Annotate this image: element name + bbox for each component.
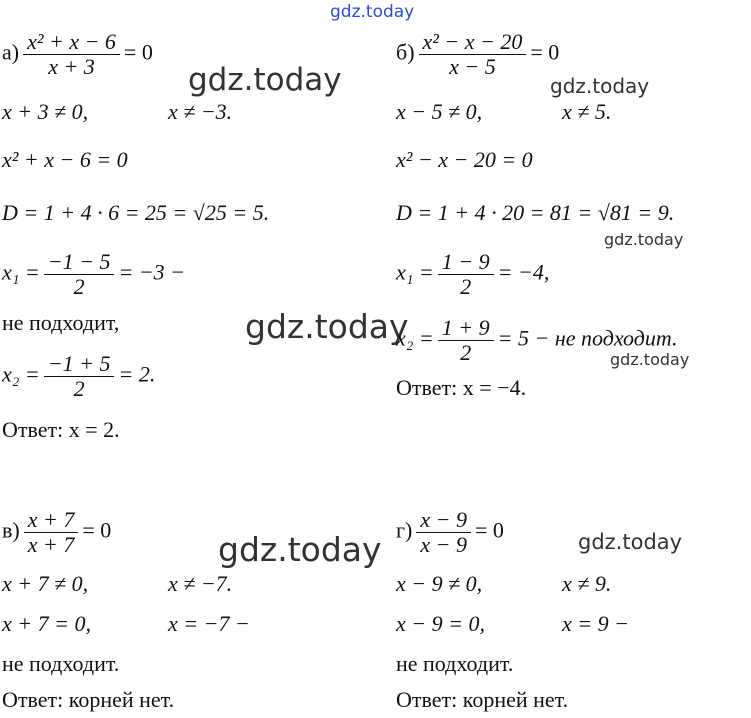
g-note-text: не подходит. [396, 651, 514, 676]
b-discriminant [396, 201, 674, 225]
g-rhs: = 0 [474, 517, 504, 543]
v-equation [2, 508, 111, 557]
a-answer [2, 418, 120, 442]
a-quadratic [2, 148, 128, 172]
a-x1-den: 2 [73, 274, 85, 299]
g-eq2 [396, 612, 485, 636]
v-fraction [24, 508, 79, 557]
a-x1-num: −1 − 5 [44, 250, 115, 275]
b-quadratic [396, 148, 533, 172]
g-cond-text: x − 9 ≠ 0, [396, 571, 483, 596]
v-note [2, 652, 119, 676]
b-cond2-text: x ≠ 5. [562, 99, 612, 124]
a-denominator: x + 3 [48, 54, 95, 79]
g-fraction [416, 508, 471, 557]
watermark-v: gdz.today [218, 530, 382, 569]
b-fraction [419, 30, 527, 79]
b-x2-num: 1 + 9 [438, 316, 494, 341]
g-eq2-text: x − 9 = 0, [396, 611, 485, 636]
g-eq2b-text: x = 9 − [562, 611, 629, 636]
b-x2 [396, 316, 678, 365]
v-eq2 [2, 612, 91, 636]
b-quad-text: x² − x − 20 = 0 [396, 147, 533, 172]
v-condition2 [168, 572, 232, 596]
a-answer-text: Ответ: x = 2. [2, 417, 120, 442]
v-condition [2, 572, 88, 596]
b-x1-num: 1 − 9 [438, 250, 494, 275]
a-rhs: = 0 [123, 39, 153, 65]
b-x1-den: 2 [460, 274, 472, 299]
v-eq2b [168, 612, 250, 636]
b-x1-lhs: x₁ = [396, 259, 434, 285]
b-answer [396, 376, 526, 400]
a-x2-lhs: x₂ = [2, 361, 40, 387]
a-cond2-text: x ≠ −3. [168, 99, 233, 124]
a-x1 [2, 250, 185, 299]
b-x2-lhs: x₂ = [396, 325, 434, 351]
g-answer [396, 688, 568, 712]
a-x2 [2, 352, 155, 401]
v-numerator: x + 7 [24, 508, 79, 533]
v-label: в) [2, 517, 20, 543]
a-x1-note-text: не подходит, [2, 310, 120, 335]
b-equation [396, 30, 559, 79]
v-eq2b-text: x = −7 − [168, 611, 250, 636]
b-x1-rhs: = −4, [497, 259, 550, 285]
a-x2-rhs: = 2. [118, 361, 156, 387]
b-answer-text: Ответ: x = −4. [396, 375, 527, 400]
b-disc-text: D = 1 + 4 · 20 = 81 = √81 = 9. [396, 200, 675, 225]
g-numerator: x − 9 [416, 508, 471, 533]
v-rhs: = 0 [82, 517, 112, 543]
b-rhs: = 0 [530, 39, 560, 65]
watermark-b2: gdz.today [604, 230, 684, 249]
g-cond2-text: x ≠ 9. [562, 571, 612, 596]
g-equation [396, 508, 504, 557]
v-note-text: не подходит. [2, 651, 120, 676]
v-cond2-text: x ≠ −7. [168, 571, 233, 596]
watermark-b1: gdz.today [550, 74, 650, 98]
a-x2-num: −1 + 5 [44, 352, 115, 377]
b-denominator: x − 5 [449, 54, 496, 79]
a-fraction [23, 30, 120, 79]
v-answer [2, 688, 174, 712]
g-label: г) [396, 517, 413, 543]
v-answer-text: Ответ: корней нет. [2, 687, 175, 712]
a-x1-fraction [44, 250, 115, 299]
a-x1-lhs: x₁ = [2, 259, 40, 285]
b-numerator: x² − x − 20 [419, 30, 527, 55]
watermark-b3: gdz.today [610, 350, 690, 369]
a-x1-note [2, 311, 119, 335]
watermark-mid: gdz.today [245, 307, 409, 346]
a-quad-text: x² + x − 6 = 0 [2, 147, 128, 172]
a-discriminant [2, 201, 269, 225]
a-condition [2, 100, 88, 124]
g-eq2b [562, 612, 629, 636]
b-condition [396, 100, 482, 124]
v-denominator: x + 7 [27, 532, 75, 557]
a-cond-text: x + 3 ≠ 0, [2, 99, 89, 124]
watermark-a: gdz.today [188, 62, 342, 98]
b-x1-fraction [438, 250, 494, 299]
a-numerator: x² + x − 6 [23, 30, 120, 55]
a-x2-den: 2 [73, 376, 85, 401]
g-condition [396, 572, 482, 596]
b-cond-text: x − 5 ≠ 0, [396, 99, 483, 124]
b-x2-rhs: = 5 − не подходит. [497, 325, 678, 351]
g-denominator: x − 9 [420, 532, 467, 557]
b-x2-den: 2 [460, 340, 472, 365]
watermark-g: gdz.today [578, 530, 683, 554]
g-condition2 [562, 572, 611, 596]
b-x1 [396, 250, 549, 299]
b-condition2 [562, 100, 611, 124]
g-note [396, 652, 513, 676]
b-label: б) [396, 39, 415, 65]
watermark-top: gdz.today [330, 2, 415, 22]
v-cond-text: x + 7 ≠ 0, [2, 571, 89, 596]
v-eq2-text: x + 7 = 0, [2, 611, 91, 636]
a-x2-fraction [44, 352, 115, 401]
a-disc-text: D = 1 + 4 · 6 = 25 = √25 = 5. [2, 200, 270, 225]
a-equation [2, 30, 153, 79]
a-x1-rhs: = −3 − [118, 259, 186, 285]
g-answer-text: Ответ: корней нет. [396, 687, 569, 712]
a-condition2 [168, 100, 232, 124]
a-label: а) [2, 39, 20, 65]
b-x2-fraction [438, 316, 494, 365]
